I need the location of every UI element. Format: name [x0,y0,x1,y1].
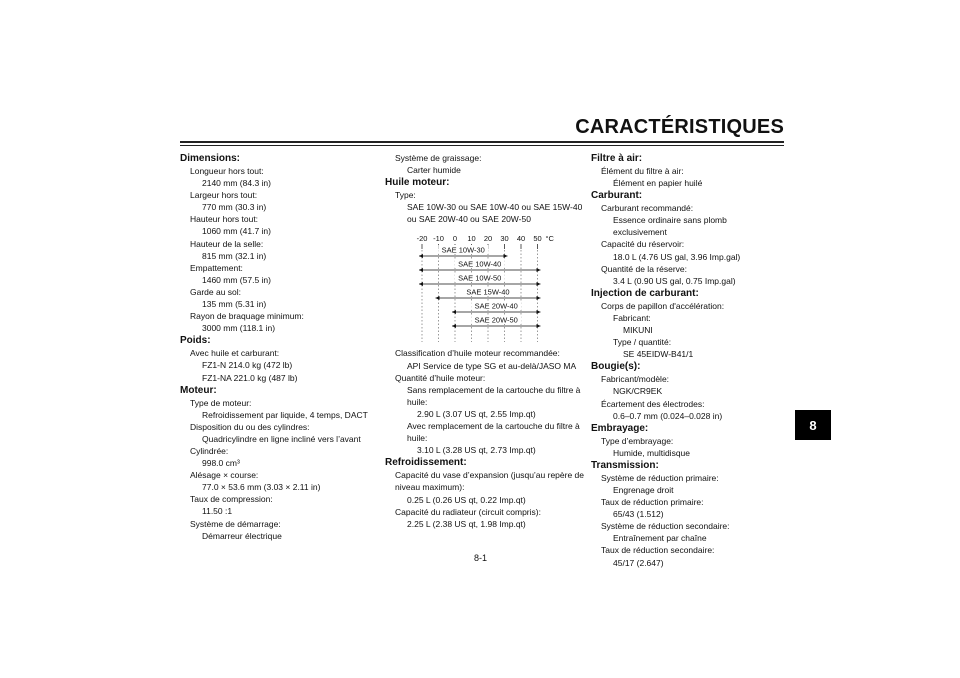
spec-value: MIKUNI [623,325,653,336]
spec-label: Capacité du réservoir: [601,239,685,250]
spec-value: Engrenage droit [613,484,674,495]
spec-value: 2140 mm (84.3 in) [202,178,271,189]
spec-value: NGK/CR9EK [613,386,663,397]
column-1 [180,152,380,542]
oil-viscosity-chart [385,231,585,343]
spec-value: Essence ordinaire sans plomb exclusivement [613,215,727,238]
spec-label: Carburant recommandé: [601,203,694,214]
chapter-tab[interactable]: 8 [795,410,831,440]
spec-value: 2.25 L (2.38 US qt, 1.98 Imp.qt) [407,518,526,529]
spec-value: Refroidissement par liquide, 4 temps, DACT [202,409,368,420]
spec-value: 65/43 (1.512) [613,509,664,520]
unit-label: °C [545,234,554,244]
spec-label: Capacité du vase d’expansion (jusqu’au repère de niveau maximum): [395,470,585,493]
spec-label: Avec huile et carburant: [190,348,280,359]
spec-label: Quantité de la réserve: [601,263,687,274]
spec-value: Quadricylindre en ligne incliné vers l’avant [202,433,361,444]
spec-value: 3.10 L (3.28 US qt, 2.73 Imp.qt) [417,445,536,456]
heading-bougie: Bougie(s): [591,361,641,373]
spec-value: SE 45EIDW-B41/1 [623,349,694,360]
spec-label: Cylindrée: [190,445,229,456]
page-title: CARACTÉRISTIQUES [575,116,784,138]
spec-value: 3000 mm (118.1 in) [202,323,276,334]
spec-label: Alésage × course: [190,470,259,481]
heading-refroidissement: Refroidissement: [385,457,467,469]
spec-value: 77.0 × 53.6 mm (3.03 × 2.11 in) [202,482,321,493]
range-arrow-right [537,310,541,314]
series-label: SAE 20W-50 [474,315,518,325]
spec-garde-sol [180,286,380,310]
spec-label: Largeur hors tout: [190,190,258,201]
series-label: SAE 20W-40 [474,301,518,311]
spec-value: 2.90 L (3.07 US qt, 2.55 Imp.qt) [417,408,536,419]
tick-label: 0 [452,234,458,244]
header-rule-thin [180,145,784,146]
spec-label: Classification d’huile moteur recommandée: [395,348,560,359]
spec-label: Avec remplacement de la cartouche du filtre à huile: [407,421,580,444]
spec-value: Humide, multidisque [613,447,691,458]
range-arrow-right [504,254,508,258]
spec-value: FZ1-NA 221.0 kg (487 lb) [202,372,298,383]
spec-label: Longueur hors tout: [190,166,264,176]
oil-chart-svg [385,231,585,343]
spec-label: Taux de compression: [190,494,273,505]
spec-label: Système de réduction secondaire: [601,521,730,532]
range-arrow-left [452,324,456,328]
heading-poids: Poids: [180,335,211,347]
spec-value: 0.25 L (0.26 US qt, 0.22 Imp.qt) [407,494,526,505]
range-arrow-left [419,268,423,272]
series-label: SAE 10W-30 [441,245,485,255]
spec-hauteur-selle [180,238,380,262]
spec-largeur [180,189,380,213]
series-label: SAE 15W-40 [466,287,510,297]
spec-value: 1460 mm (57.5 in) [202,274,271,285]
spec-label: Hauteur hors tout: [190,214,259,225]
heading-carburant: Carburant: [591,190,643,202]
heading-embrayage: Embrayage: [591,422,649,434]
spec-label: Écartement des électrodes: [601,398,705,409]
range-arrow-left [419,254,423,258]
spec-value: 0.6–0.7 mm (0.024–0.028 in) [613,410,723,421]
spec-value: SAE 10W-30 ou SAE 10W-40 ou SAE 15W-40 ou SAE 20W-40 ou SAE 20W-50 [407,202,583,225]
spec-label: Type: [395,190,416,201]
spec-rayon [180,310,380,334]
spec-label: Capacité du radiateur (circuit compris): [395,506,541,517]
tick-label: -20 [416,234,428,244]
heading-injection: Injection de carburant: [591,287,699,299]
spec-label: Empattement: [190,262,243,273]
spec-value: Entraînement par chaîne [613,533,707,544]
spec-value: 3.4 L (0.90 US gal, 0.75 Imp.gal) [613,275,736,286]
series-label: SAE 10W-50 [458,273,502,283]
heading-transmission: Transmission: [591,459,659,471]
tick-label: 30 [500,234,509,244]
spec-empattement [180,262,380,286]
range-arrow-left [452,310,456,314]
column-3 [591,152,781,569]
tick-label: 40 [516,234,526,244]
spec-label: Rayon de braquage minimum: [190,311,304,322]
header-rule-thick [180,141,784,143]
spec-label: Système de graissage: [395,153,482,163]
tick-label: 20 [483,234,493,244]
range-arrow-right [537,324,541,328]
spec-label: Système de démarrage: [190,518,281,529]
spec-label: Taux de réduction primaire: [601,497,704,508]
spec-label: Corps de papillon d'accélération: [601,300,725,311]
spec-value: Élément en papier huilé [613,178,703,189]
column-2 [385,152,585,530]
spec-label: Fabricant: [613,312,651,323]
spec-longueur [180,165,380,189]
range-arrow-left [419,282,423,286]
range-arrow-right [537,282,541,286]
spec-label: Fabricant/modèle: [601,374,670,385]
tick-label: -10 [433,234,444,244]
spec-value: 135 mm (5.31 in) [202,299,267,310]
heading-dimensions: Dimensions: [180,153,241,164]
range-arrow-left [436,296,440,300]
spec-value: 815 mm (32.1 in) [202,250,267,261]
spec-label: Taux de réduction secondaire: [601,545,715,556]
spec-value: Carter humide [407,165,461,176]
heading-moteur: Moteur: [180,384,217,396]
spec-value: 11.50 :1 [202,506,233,517]
spec-value: 1060 mm (41.7 in) [202,226,271,237]
spec-value: FZ1-N 214.0 kg (472 lb) [202,360,293,371]
spec-label: Élément du filtre à air: [601,166,684,176]
spec-label: Type d’embrayage: [601,435,674,446]
heading-huile: Huile moteur: [385,177,450,189]
heading-filtre: Filtre à air: [591,153,643,164]
page-number: 8-1 [474,553,488,563]
spec-label: Hauteur de la selle: [190,238,264,249]
spec-value: 45/17 (2.647) [613,557,664,568]
range-arrow-right [537,296,541,300]
series-label: SAE 10W-40 [458,259,502,269]
range-arrow-right [537,268,541,272]
spec-value: Démarreur électrique [202,530,282,541]
spec-value: 18.0 L (4.76 US gal, 3.96 Imp.gal) [613,251,741,262]
spec-value: API Service de type SG et au-delà/JASO MA [407,360,577,371]
spec-label: Sans remplacement de la cartouche du filtre à huile: [407,384,581,407]
spec-value: 998.0 cm³ [202,458,240,469]
spec-label: Garde au sol: [190,286,242,297]
spec-label: Quantité d’huile moteur: [395,372,486,383]
spec-label: Système de réduction primaire: [601,472,719,483]
spec-label: Type de moteur: [190,397,252,408]
spec-label: Disposition du ou des cylindres: [190,421,310,432]
spec-value: 770 mm (30.3 in) [202,202,267,213]
tick-label: 50 [533,234,542,244]
tick-label: 10 [467,234,476,244]
spec-hauteur [180,213,380,237]
spec-label: Type / quantité: [613,337,672,348]
